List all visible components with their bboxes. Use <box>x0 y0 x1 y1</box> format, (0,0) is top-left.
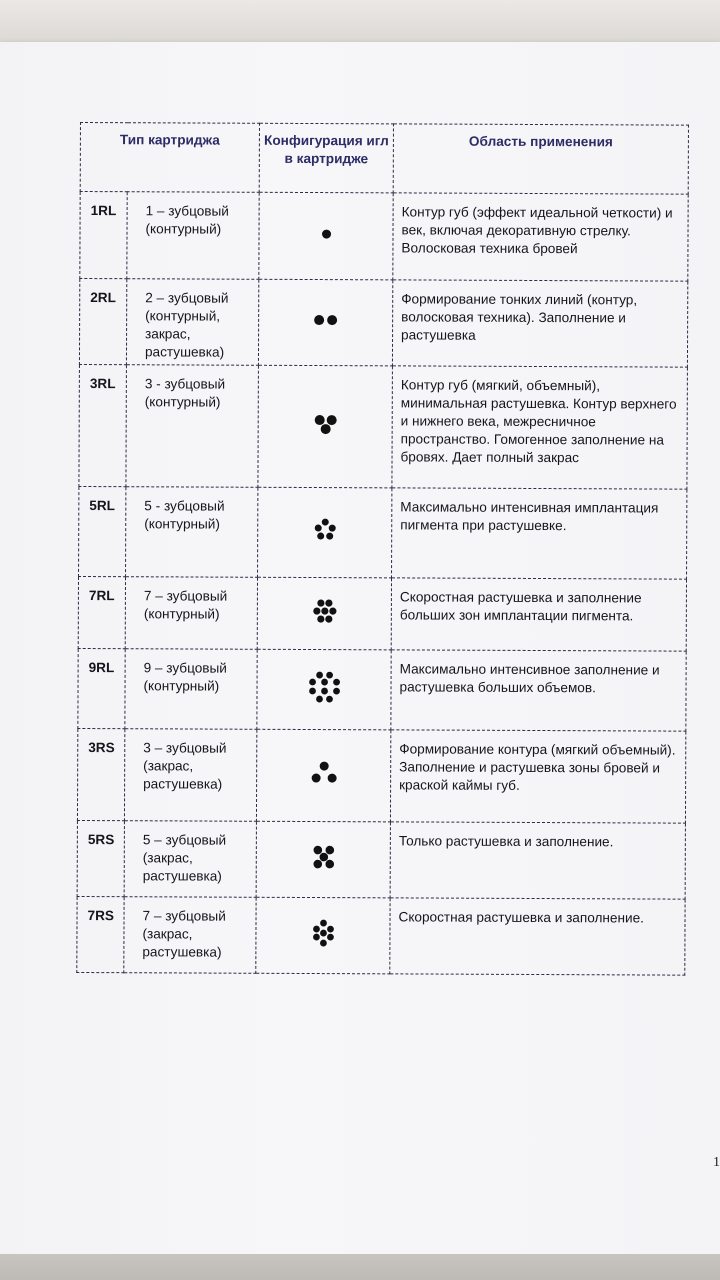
needle-dots-icon <box>305 409 345 439</box>
application-area: Формирование тонких линий (контур, волосковая техника). Заполнение и растушевка <box>392 280 687 367</box>
needle-dots-icon <box>303 842 343 872</box>
table-row <box>77 896 685 975</box>
table-row <box>77 728 685 823</box>
cartridge-table <box>76 122 689 976</box>
needle-configuration <box>257 577 391 650</box>
cartridge-code: 7RL <box>78 576 125 648</box>
needle-dots-icon <box>304 670 344 704</box>
needle-dots-icon <box>306 305 346 335</box>
application-area: Максимально интенсивная имплантация пигмента при растушевке. <box>392 488 687 579</box>
needle-dots-icon <box>306 218 346 248</box>
cartridge-code: 5RS <box>77 820 124 896</box>
table-row <box>78 648 686 731</box>
needle-configuration <box>256 897 390 974</box>
needle-configuration <box>258 279 392 366</box>
page-number: 1 <box>713 1155 720 1170</box>
header-configuration: Конфигурация игл в картридже <box>259 123 393 193</box>
cartridge-type: 7 – зубцовый (контурный) <box>125 577 257 650</box>
cartridge-type: 3 - зубцовый (контурный) <box>126 365 259 488</box>
table-row <box>77 820 685 899</box>
needle-configuration <box>257 649 391 730</box>
needle-configuration <box>256 729 390 822</box>
application-area: Скоростная растушевка и заполнение больших зон имплантации пигмента. <box>391 578 686 651</box>
cartridge-type: 5 - зубцовый (контурный) <box>126 487 258 578</box>
table-row <box>79 486 687 579</box>
application-area: Контур губ (мягкий, объемный), минимальная растушевка. Контур верхнего и нижнего века, межресничное пространство. Гомогенное заполнение на бровях. Дает полный закрас <box>392 366 688 489</box>
needle-configuration <box>259 192 393 280</box>
cartridge-code: 3RL <box>79 364 127 486</box>
cartridge-code: 7RS <box>77 896 124 972</box>
cartridge-type: 5 – зубцовый (закрас, растушевка) <box>124 821 256 898</box>
table-header-row <box>80 123 688 195</box>
cartridge-code: 5RL <box>79 486 126 576</box>
cartridge-type: 7 – зубцовый (закрас, растушевка) <box>124 897 256 974</box>
cartridge-code: 3RS <box>77 728 124 820</box>
cartridge-code: 9RL <box>78 648 125 728</box>
needle-dots-icon <box>303 918 343 948</box>
cartridge-type: 1 – зубцовый (контурный) <box>127 192 259 280</box>
needle-dots-icon <box>304 758 344 788</box>
header-area: Область применения <box>393 124 688 194</box>
table-row <box>79 279 687 368</box>
application-area: Максимально интенсивное заполнение и растушевка больших объемов. <box>391 650 686 731</box>
application-area: Контур губ (эффект идеальной четкости) и век, включая декоративную стрелку. Волосковая техника бровей <box>393 193 688 281</box>
cartridge-code: 1RL <box>80 192 127 279</box>
application-area: Только растушевка и заполнение. <box>390 822 685 899</box>
needle-configuration <box>258 487 392 578</box>
needle-configuration <box>258 365 393 488</box>
needle-configuration <box>256 821 390 898</box>
header-type: Тип картриджа <box>80 123 259 193</box>
cartridge-code: 2RL <box>79 279 126 365</box>
needle-dots-icon <box>304 596 344 626</box>
table-row <box>80 192 688 282</box>
needle-dots-icon <box>305 515 345 545</box>
cartridge-type: 2 – зубцовый (контурный, закрас, растушевка) <box>126 279 258 366</box>
application-area: Формирование контура (мягкий объемный). Заполнение и растушевка зоны бровей и краской каймы губ. <box>390 730 685 823</box>
background-bottom <box>0 1254 720 1280</box>
cartridge-type: 3 – зубцовый (закрас, растушевка) <box>124 729 256 822</box>
cartridge-type: 9 – зубцовый (контурный) <box>125 649 257 730</box>
table-row <box>79 364 688 489</box>
table-row <box>78 576 686 651</box>
application-area: Скоростная растушевка и заполнение. <box>390 898 685 975</box>
